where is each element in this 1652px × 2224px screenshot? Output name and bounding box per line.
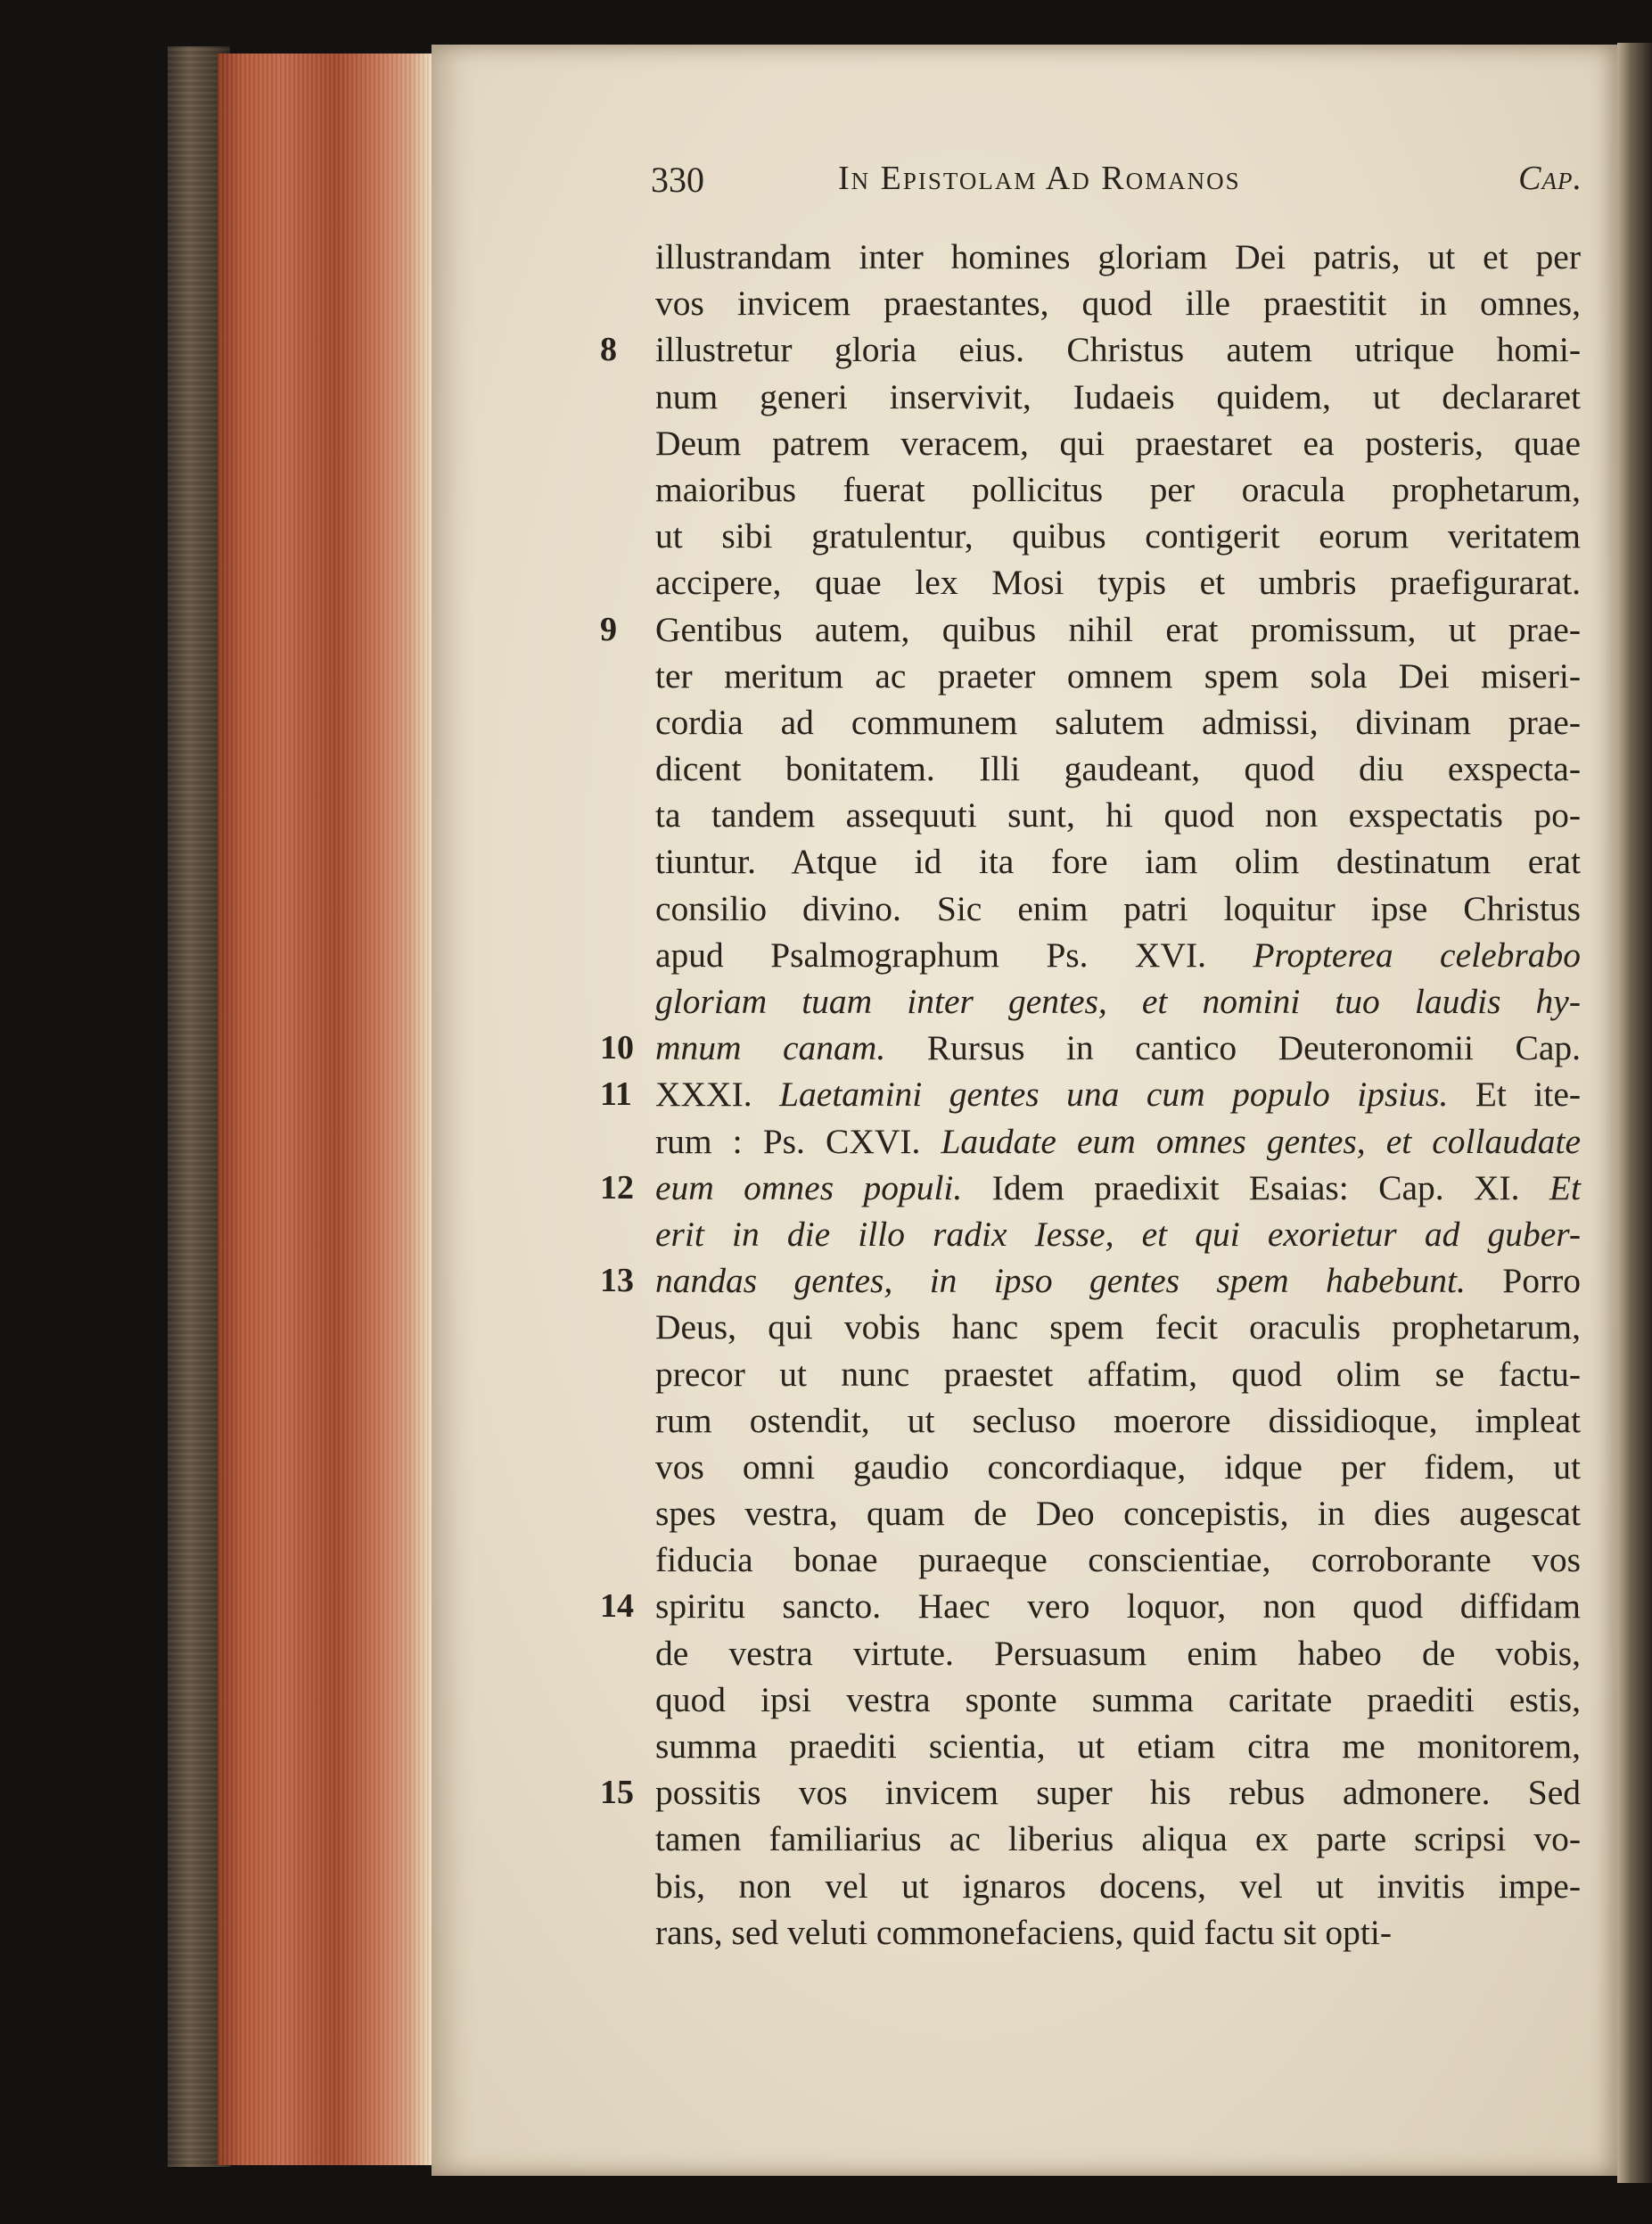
text-line [600,1071,1581,1117]
text-line [655,932,1581,978]
text-line [655,1863,1581,1909]
text-line [655,653,1581,699]
facing-page-edge [1617,43,1652,2183]
text-line [655,513,1581,559]
verse-number: 12 [600,1168,634,1207]
text-line [655,978,1581,1025]
verse-number: 14 [600,1587,634,1626]
text-line [655,1536,1581,1583]
italic-quote: eum omnes populi. [655,1167,963,1207]
italic-quote: Laetamini gentes una cum populo ipsius. [779,1075,1449,1115]
text-segment: XXXI. [655,1075,780,1115]
text-segment: dicent bonitatem. Illi gaudeant, quod diu exspecta- [655,749,1581,789]
text-line [655,699,1581,745]
text-segment: cordia ad communem salutem admissi, divinam prae- [655,702,1581,742]
text-segment: accipere, quae lex Mosi typis et umbris praefigurarat. [655,563,1581,603]
text-segment: fiducia bonae puraeque conscientiae, corroborante vos [655,1540,1581,1580]
text-line [655,1630,1581,1676]
text-line [655,374,1581,420]
page-edges-red [218,54,431,2165]
text-segment: tamen familiarius ac liberius aliqua ex parte scripsi vo- [655,1819,1581,1859]
verse-number: 13 [600,1262,634,1300]
text-line [655,1909,1581,1956]
text-line [655,745,1581,792]
verse-number: 15 [600,1774,634,1812]
text-line [655,1676,1581,1723]
text-line [655,234,1581,280]
text-line [655,838,1581,885]
text-segment: Gentibus autem, quibus nihil erat promissum, ut prae- [655,609,1581,649]
text-line [655,1351,1581,1397]
text-segment: Rursus in cantico Deuteronomii Cap. [885,1028,1581,1068]
text-segment: num generi inservivit, Iudaeis quidem, ut declararet [655,376,1581,416]
text-line [600,606,1581,653]
chapter-label: Cap. [1518,160,1582,197]
text-segment: precor ut nunc praestet affatim, quod olim se factu- [655,1354,1581,1394]
verse-number: 11 [600,1075,632,1114]
text-line [655,559,1581,605]
italic-quote: nandas gentes, in ipso gentes spem habebunt. [655,1261,1466,1301]
text-line [655,885,1581,932]
text-segment: vos invicem praestantes, quod ille praestitit in omnes, [655,284,1581,324]
text-segment: bis, non vel ut ignaros docens, vel ut invitis impe- [655,1866,1581,1906]
text-line [655,420,1581,466]
text-segment: summa praediti scientia, ut etiam citra me monitorem, [655,1726,1581,1766]
text-line [655,1304,1581,1350]
text-line [600,1583,1581,1629]
text-segment: spes vestra, quam de Deo concepistis, in dies augescat [655,1494,1581,1534]
text-segment: spiritu sancto. Haec vero loquor, non quod diffidam [655,1586,1581,1627]
italic-quote: Et [1549,1167,1582,1207]
text-segment: rans, sed veluti commonefaciens, quid factu sit opti- [655,1912,1392,1952]
text-line [655,466,1581,513]
text-segment: quod ipsi vestra sponte summa caritate praediti estis, [655,1679,1581,1719]
italic-quote: mnum canam. [655,1028,886,1068]
text-line [600,1165,1582,1211]
text-segment: Porro [1465,1261,1581,1301]
text-segment: rum ostendit, ut secluso moerore dissidioque, impleat [655,1400,1581,1440]
text-line [655,1723,1581,1769]
text-segment: maioribus fuerat pollicitus per oracula prophetarum, [655,469,1581,509]
text-segment: apud Psalmographum Ps. XVI. [655,935,1253,975]
text-segment: ter meritum ac praeter omnem spem sola Dei miseri- [655,655,1581,696]
text-line [600,1025,1581,1071]
italic-quote: erit in die illo radix Iesse, et qui exorietur ad guber- [655,1214,1581,1254]
text-line [655,280,1581,326]
text-line [600,1769,1581,1816]
verse-number: 10 [600,1029,634,1067]
text-line [600,1257,1581,1304]
text-line [655,1490,1581,1536]
text-line [655,1397,1581,1444]
running-title: In Epistolam Ad Romanos [838,160,1241,197]
text-segment: vos omni gaudio concordiaque, idque per fidem, ut [655,1446,1581,1487]
text-line [655,1118,1581,1165]
text-segment: illustrandam inter homines gloriam Dei patris, ut et per [655,237,1581,276]
text-segment: ut sibi gratulentur, quibus contigerit eorum veritatem [655,516,1581,556]
text-line [655,1211,1581,1257]
text-segment: tiuntur. Atque id ita fore iam olim destinatum erat [655,842,1581,882]
page-number: 330 [651,160,704,200]
text-segment: de vestra virtute. Persuasum enim habeo de vobis, [655,1633,1581,1673]
text-segment: Idem praedixit Esaias: Cap. XI. [962,1167,1549,1207]
text-segment: Deus, qui vobis hanc spem fecit oraculis prophetarum, [655,1307,1581,1347]
text-line [600,326,1581,373]
italic-quote: Propterea celebrabo [1253,935,1581,975]
italic-quote: gloriam tuam inter gentes, et nomini tuo laudis hy- [655,982,1581,1021]
running-header [651,159,1582,202]
text-line [655,792,1581,838]
verse-number: 9 [600,610,617,648]
text-segment: Et ite- [1448,1075,1581,1115]
text-segment: rum : Ps. CXVI. [655,1121,941,1161]
text-segment: possitis vos invicem super his rebus admonere. Sed [655,1773,1581,1813]
text-segment: consilio divino. Sic enim patri loquitur ipse Christus [655,888,1581,928]
text-line [655,1444,1581,1490]
italic-quote: Laudate eum omnes gentes, et collaudate [941,1121,1581,1161]
text-segment: ta tandem assequuti sunt, hi quod non exspectatis po- [655,795,1581,836]
text-line [655,1816,1581,1862]
body-text [600,234,1582,1956]
verse-number: 8 [600,331,617,369]
text-segment: Deum patrem veracem, qui praestaret ea posteris, quae [655,423,1581,463]
text-segment: illustretur gloria eius. Christus autem utrique homi- [655,330,1581,370]
